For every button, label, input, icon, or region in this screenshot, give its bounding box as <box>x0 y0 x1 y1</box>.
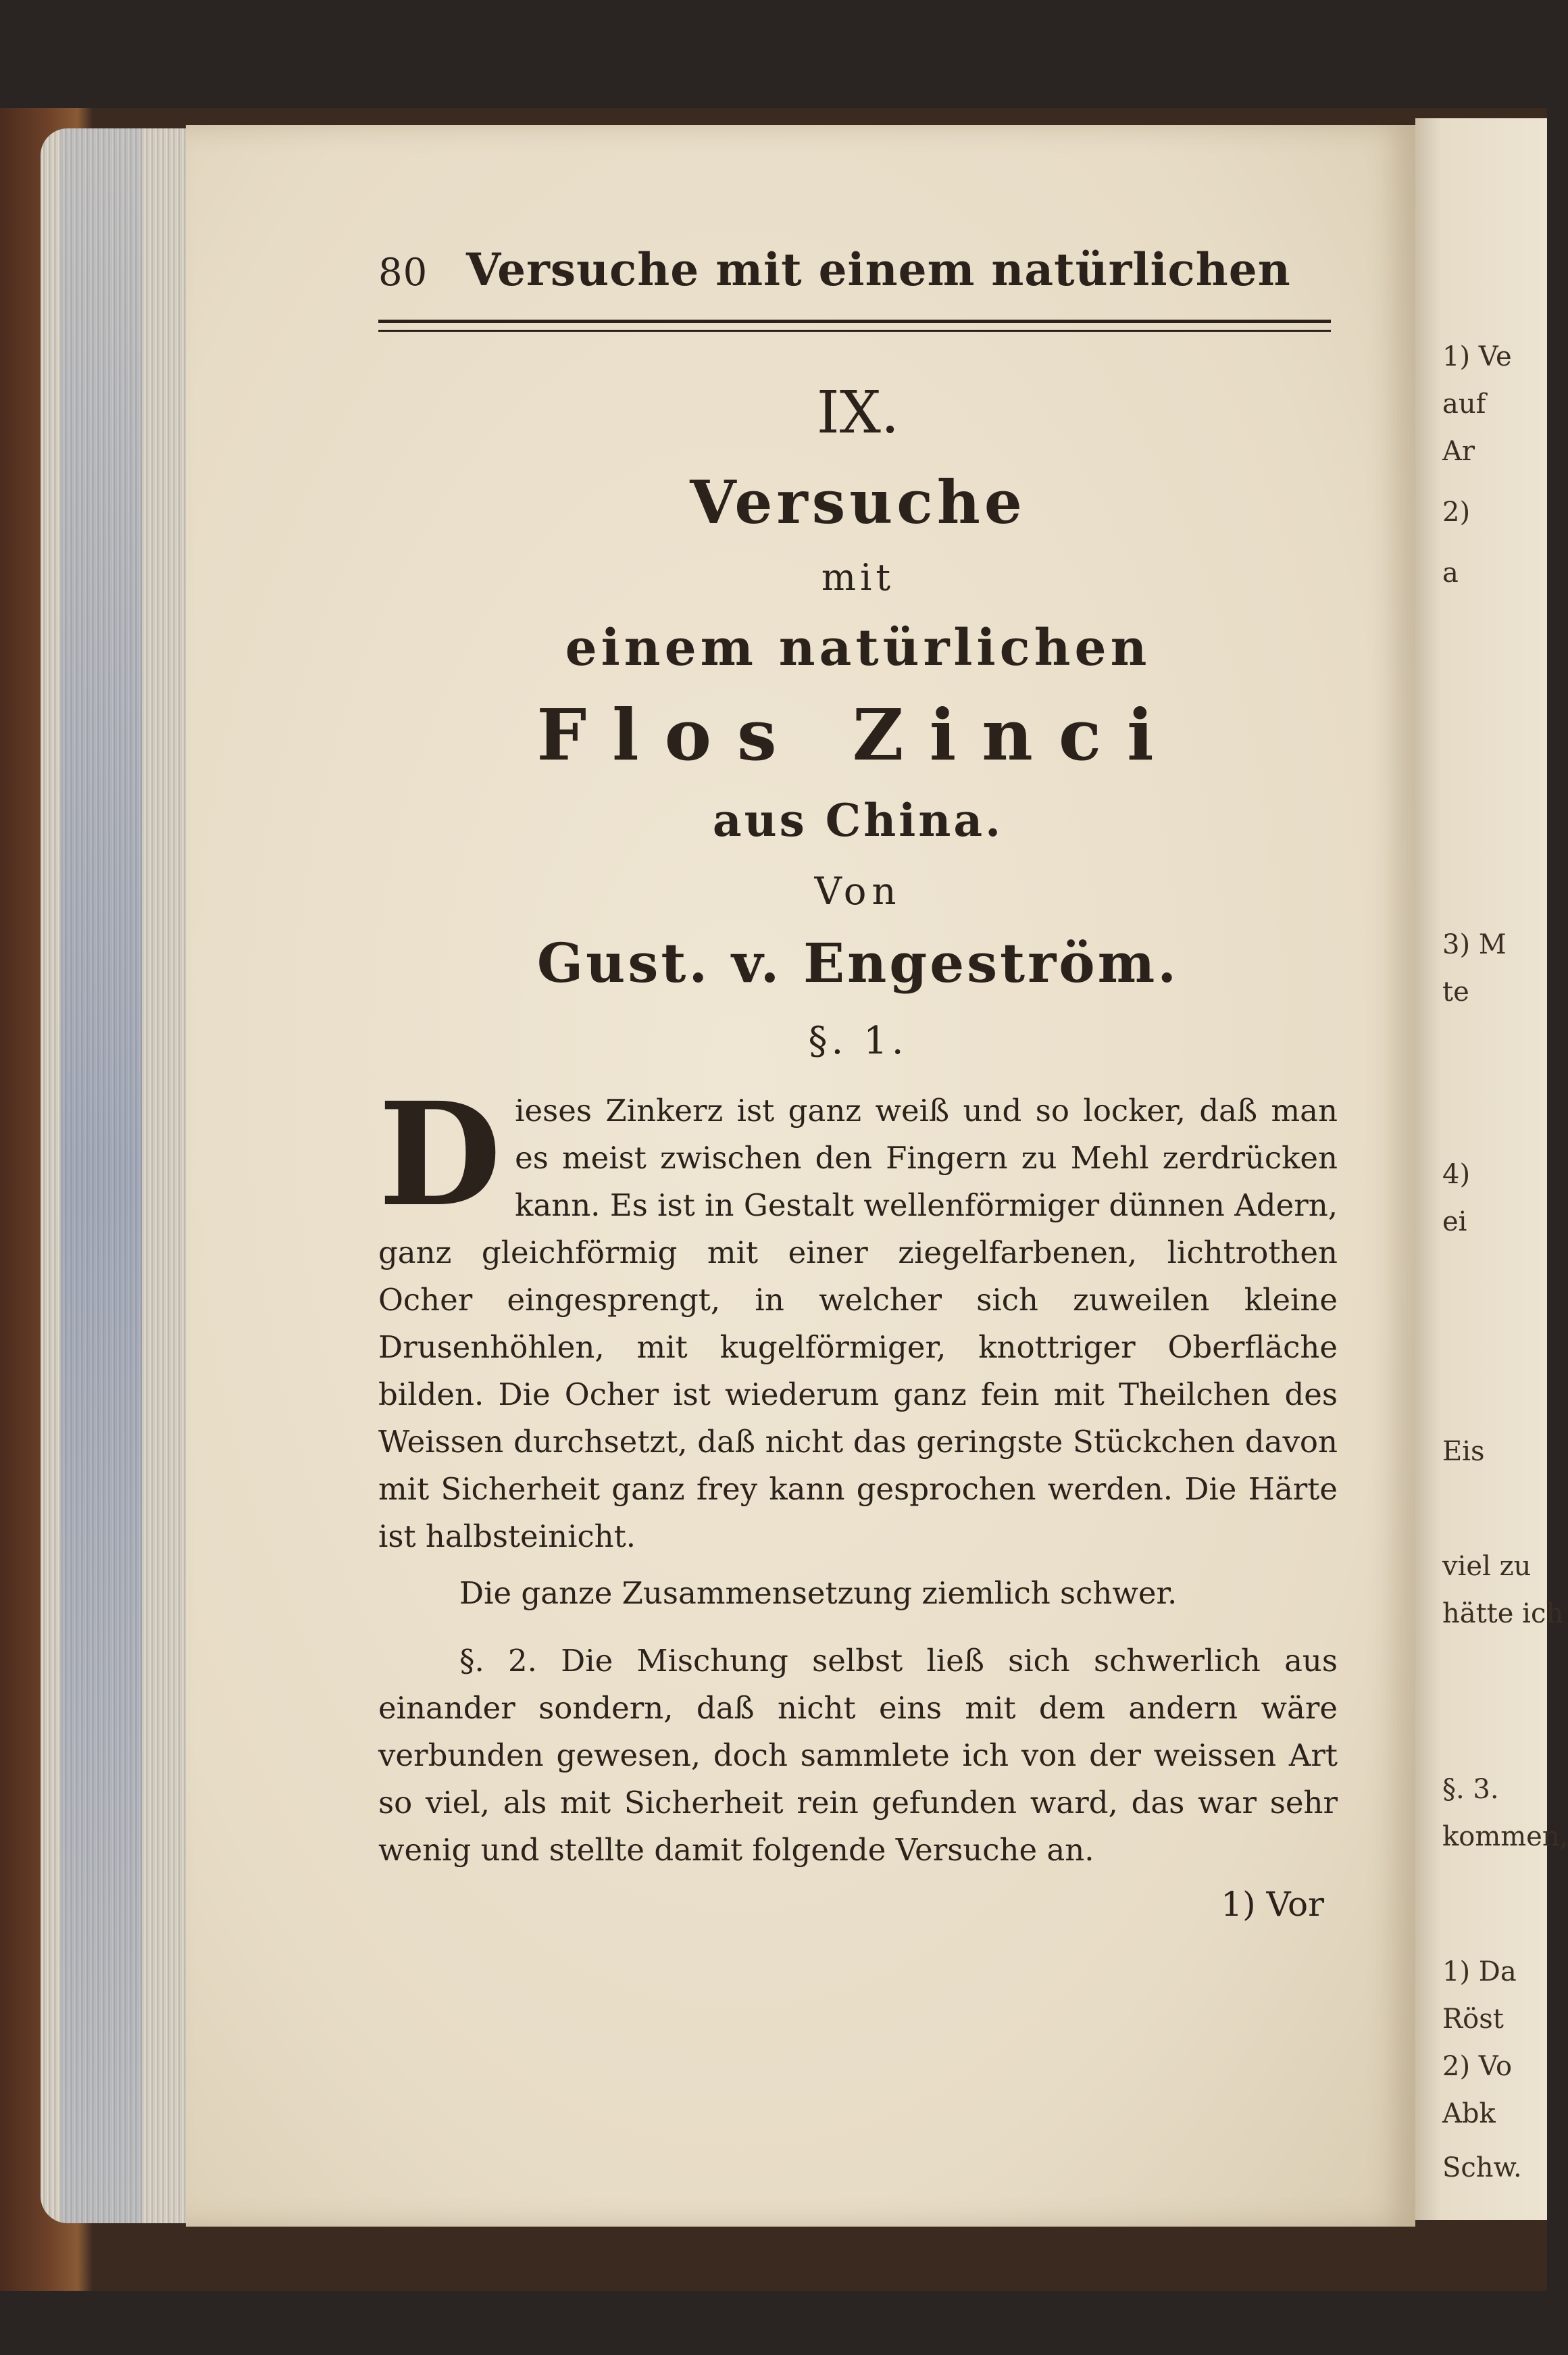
title-line-1: Versuche <box>690 467 1026 537</box>
facing-fragment: 2) <box>1442 497 1471 528</box>
facing-fragment: §. 3. <box>1442 1774 1499 1805</box>
facing-fragment: auf <box>1442 389 1486 420</box>
catchword: 1) Vor <box>1221 1885 1324 1924</box>
article-body <box>378 1071 1338 1874</box>
facing-fragment: Eis <box>1442 1436 1485 1467</box>
facing-page-edge <box>1415 118 1568 2220</box>
facing-fragment: hätte ich <box>1442 1598 1564 1629</box>
page-content <box>378 243 1338 1924</box>
paragraph-1-text: ieses Zinkerz ist ganz weiß und so locker, daß man es meist zwischen den Fingern zu Mehl zerdrücken kann. Es ist in Gestalt wellenförmiger dünnen Adern, ganz gleichförmig mit einer ziegelfarbenen, lichtrothen Ocher eingesprengt, in welcher sich zuweilen kleine Drusenhöhlen, mit kugelförmiger, knottriger Oberfläche bilden. Die Ocher ist wiederum ganz fein mit Theilchen des Weissen durchsetzt, daß nicht das geringste Stückchen davon mit Sicherheit ganz frey kann gesprochen werden. Die Härte ist halbsteinicht. <box>378 1093 1338 1554</box>
page-number: 80 <box>378 251 428 295</box>
paragraph-3: §. 2. Die Mischung selbst ließ sich schwerlich aus einander sondern, daß nicht eins mit dem andern wäre verbunden gewesen, doch sammlete ich von der weissen Art so viel, als mit Sicherheit rein gefunden ward, das war sehr wenig und stellte damit folgende Versuche an. <box>378 1643 1338 1868</box>
facing-fragment: Röst <box>1442 2004 1504 2035</box>
drop-cap: D <box>378 1071 502 1238</box>
byline-von: Von <box>814 870 902 914</box>
title-line-3: einem natürlichen <box>565 619 1151 677</box>
facing-fragment: kommen, <box>1442 1821 1568 1852</box>
facing-fragment: 1) Ve <box>1442 341 1512 372</box>
facing-fragment: 2) Vo <box>1442 2051 1513 2082</box>
title-line-2: mit <box>821 556 895 599</box>
author-name: Gust. v. Engeström. <box>536 931 1180 995</box>
section-heading: §. 1. <box>808 1019 908 1063</box>
paragraph-1 <box>378 1071 1338 1560</box>
page-edges <box>41 128 196 2223</box>
facing-fragment: ei <box>1442 1206 1467 1237</box>
paragraph-2: Die ganze Zusammensetzung ziemlich schwer. <box>459 1575 1178 1611</box>
facing-fragment: Abk <box>1442 2098 1496 2129</box>
facing-fragment: a <box>1442 557 1459 589</box>
facing-fragment: Schw. <box>1442 2152 1522 2183</box>
facing-fragment: 1) Da <box>1442 1956 1517 1987</box>
running-head: Versuche mit einem natürlichen <box>466 243 1291 296</box>
facing-fragment: 4) <box>1442 1159 1471 1190</box>
page-header <box>378 243 1338 296</box>
title-line-5: aus China. <box>712 794 1004 847</box>
facing-fragment: 3) M <box>1442 929 1507 960</box>
facing-fragment: te <box>1442 976 1469 1008</box>
facing-fragment: viel zu <box>1442 1551 1532 1582</box>
facing-fragment: Ar <box>1442 436 1475 467</box>
header-rule <box>378 320 1331 332</box>
title-line-4: Flos Zinci <box>536 693 1180 776</box>
chapter-number: IX. <box>816 379 900 447</box>
